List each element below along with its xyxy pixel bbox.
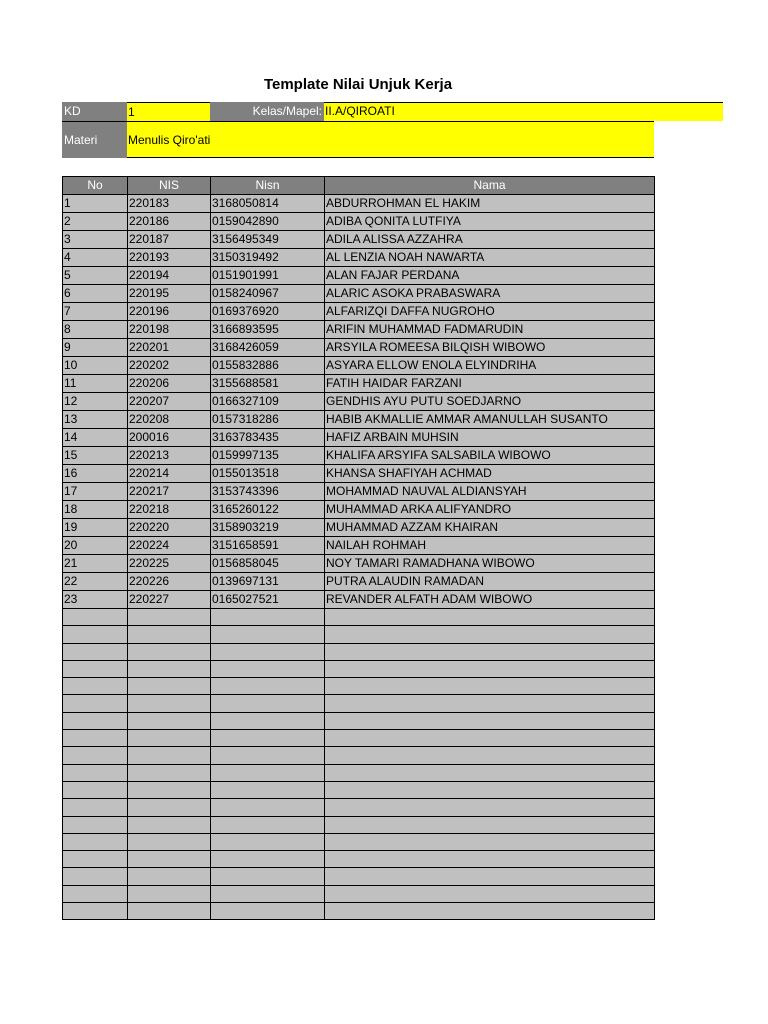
- cell-nis[interactable]: 220207: [128, 393, 211, 411]
- cell-nisn[interactable]: [211, 885, 325, 902]
- table-row: [63, 747, 655, 764]
- cell-nisn[interactable]: 0165027521: [211, 591, 325, 609]
- cell-nis[interactable]: [128, 678, 211, 695]
- cell-no[interactable]: 6: [63, 285, 128, 303]
- cell-nama[interactable]: [325, 643, 655, 660]
- kelas-mapel-value[interactable]: II.A/QIROATI: [324, 102, 723, 121]
- cell-nama[interactable]: [325, 816, 655, 833]
- cell-nama[interactable]: MUHAMMAD AZZAM KHAIRAN: [325, 519, 655, 537]
- cell-nis[interactable]: 220214: [128, 465, 211, 483]
- cell-nisn[interactable]: 3165260122: [211, 501, 325, 519]
- cell-no[interactable]: 8: [63, 321, 128, 339]
- cell-nama[interactable]: [325, 626, 655, 643]
- cell-nis[interactable]: [128, 730, 211, 747]
- cell-nisn[interactable]: 0158240967: [211, 285, 325, 303]
- cell-nisn[interactable]: 3166893595: [211, 321, 325, 339]
- cell-nis[interactable]: 220198: [128, 321, 211, 339]
- table-row: [63, 249, 655, 267]
- cell-nama[interactable]: KHALIFA ARSYIFA SALSABILA WIBOWO: [325, 447, 655, 465]
- cell-nis[interactable]: [128, 799, 211, 816]
- table-row: [63, 764, 655, 781]
- cell-no[interactable]: 21: [63, 555, 128, 573]
- cell-nama[interactable]: AL LENZIA NOAH NAWARTA: [325, 249, 655, 267]
- cell-nama[interactable]: [325, 695, 655, 712]
- table-row: [63, 195, 655, 213]
- table-row: [63, 730, 655, 747]
- column-header-no: No: [63, 177, 128, 195]
- cell-no[interactable]: 13: [63, 411, 128, 429]
- table-row: [63, 591, 655, 609]
- cell-nisn[interactable]: [211, 799, 325, 816]
- cell-no[interactable]: 15: [63, 447, 128, 465]
- cell-no[interactable]: 1: [63, 195, 128, 213]
- cell-nis[interactable]: 220208: [128, 411, 211, 429]
- cell-nis[interactable]: 220226: [128, 573, 211, 591]
- table-row: [63, 267, 655, 285]
- cell-nama[interactable]: ADILA ALISSA AZZAHRA: [325, 231, 655, 249]
- cell-no[interactable]: [63, 695, 128, 712]
- materi-value[interactable]: Menulis Qiro'ati: [127, 121, 654, 158]
- cell-nama[interactable]: [325, 678, 655, 695]
- cell-nisn[interactable]: [211, 695, 325, 712]
- cell-no[interactable]: 12: [63, 393, 128, 411]
- table-row: [63, 411, 655, 429]
- cell-nama[interactable]: [325, 712, 655, 729]
- cell-nama[interactable]: KHANSA SHAFIYAH ACHMAD: [325, 465, 655, 483]
- cell-nis[interactable]: 220206: [128, 375, 211, 393]
- cell-nama[interactable]: ARSYILA ROMEESA BILQISH WIBOWO: [325, 339, 655, 357]
- cell-nama[interactable]: [325, 799, 655, 816]
- cell-no[interactable]: [63, 799, 128, 816]
- cell-no[interactable]: [63, 660, 128, 677]
- cell-nama[interactable]: MOHAMMAD NAUVAL ALDIANSYAH: [325, 483, 655, 501]
- cell-nama[interactable]: ADIBA QONITA LUTFIYA: [325, 213, 655, 231]
- table-row: [63, 868, 655, 885]
- cell-nis[interactable]: 220187: [128, 231, 211, 249]
- cell-nis[interactable]: 220217: [128, 483, 211, 501]
- cell-no[interactable]: 5: [63, 267, 128, 285]
- cell-nis[interactable]: [128, 660, 211, 677]
- table-row: [63, 285, 655, 303]
- cell-no[interactable]: [63, 764, 128, 781]
- cell-nisn[interactable]: [211, 833, 325, 850]
- cell-nis[interactable]: 220227: [128, 591, 211, 609]
- cell-no[interactable]: 20: [63, 537, 128, 555]
- cell-nis[interactable]: 220218: [128, 501, 211, 519]
- cell-no[interactable]: 9: [63, 339, 128, 357]
- cell-nama[interactable]: [325, 730, 655, 747]
- column-header-nis: NIS: [128, 177, 211, 195]
- cell-nisn[interactable]: 3168050814: [211, 195, 325, 213]
- cell-nisn[interactable]: 0155013518: [211, 465, 325, 483]
- cell-no[interactable]: [63, 781, 128, 798]
- table-row: [63, 519, 655, 537]
- cell-no[interactable]: 4: [63, 249, 128, 267]
- cell-nama[interactable]: ARIFIN MUHAMMAD FADMARUDIN: [325, 321, 655, 339]
- cell-no[interactable]: 17: [63, 483, 128, 501]
- cell-nis[interactable]: [128, 816, 211, 833]
- cell-no[interactable]: [63, 903, 128, 920]
- cell-nisn[interactable]: [211, 903, 325, 920]
- cell-nis[interactable]: 220196: [128, 303, 211, 321]
- cell-nama[interactable]: [325, 833, 655, 850]
- cell-nama[interactable]: HAFIZ ARBAIN MUHSIN: [325, 429, 655, 447]
- cell-nama[interactable]: NOY TAMARI RAMADHANA WIBOWO: [325, 555, 655, 573]
- table-row: [63, 537, 655, 555]
- cell-nama[interactable]: ALARIC ASOKA PRABASWARA: [325, 285, 655, 303]
- cell-nama[interactable]: [325, 660, 655, 677]
- cell-nisn[interactable]: 3150319492: [211, 249, 325, 267]
- cell-no[interactable]: 7: [63, 303, 128, 321]
- cell-nis[interactable]: 220183: [128, 195, 211, 213]
- cell-no[interactable]: [63, 885, 128, 902]
- table-row: [63, 321, 655, 339]
- cell-nama[interactable]: [325, 747, 655, 764]
- cell-nama[interactable]: GENDHIS AYU PUTU SOEDJARNO: [325, 393, 655, 411]
- cell-nis[interactable]: 220201: [128, 339, 211, 357]
- cell-nis[interactable]: [128, 626, 211, 643]
- cell-nisn[interactable]: 3158903219: [211, 519, 325, 537]
- cell-nisn[interactable]: 3155688581: [211, 375, 325, 393]
- cell-no[interactable]: [63, 609, 128, 626]
- cell-no[interactable]: [63, 747, 128, 764]
- cell-nama[interactable]: HABIB AKMALLIE AMMAR AMANULLAH SUSANTO: [325, 411, 655, 429]
- cell-nama[interactable]: [325, 781, 655, 798]
- cell-nisn[interactable]: [211, 868, 325, 885]
- cell-no[interactable]: [63, 816, 128, 833]
- cell-no[interactable]: [63, 643, 128, 660]
- cell-nis[interactable]: 220202: [128, 357, 211, 375]
- table-row: [63, 678, 655, 695]
- cell-nisn[interactable]: [211, 730, 325, 747]
- cell-nisn[interactable]: [211, 609, 325, 626]
- cell-nisn[interactable]: 0166327109: [211, 393, 325, 411]
- table-row: [63, 555, 655, 573]
- student-table: [62, 176, 655, 920]
- cell-nama[interactable]: [325, 903, 655, 920]
- cell-nis[interactable]: [128, 747, 211, 764]
- table-row: [63, 429, 655, 447]
- cell-nisn[interactable]: [211, 678, 325, 695]
- cell-nisn[interactable]: [211, 626, 325, 643]
- table-row: [63, 573, 655, 591]
- cell-no[interactable]: 19: [63, 519, 128, 537]
- cell-no[interactable]: 22: [63, 573, 128, 591]
- cell-nama[interactable]: FATIH HAIDAR FARZANI: [325, 375, 655, 393]
- table-row: [63, 483, 655, 501]
- table-row: [63, 903, 655, 920]
- cell-nama[interactable]: MUHAMMAD ARKA ALIFYANDRO: [325, 501, 655, 519]
- cell-nisn[interactable]: [211, 712, 325, 729]
- cell-nama[interactable]: REVANDER ALFATH ADAM WIBOWO: [325, 591, 655, 609]
- cell-nama[interactable]: PUTRA ALAUDIN RAMADAN: [325, 573, 655, 591]
- cell-no[interactable]: 10: [63, 357, 128, 375]
- table-header-row: [63, 177, 655, 195]
- cell-nis[interactable]: [128, 781, 211, 798]
- cell-no[interactable]: 3: [63, 231, 128, 249]
- table-row: [63, 885, 655, 902]
- cell-no[interactable]: 16: [63, 465, 128, 483]
- cell-no[interactable]: [63, 678, 128, 695]
- cell-nisn[interactable]: 0157318286: [211, 411, 325, 429]
- kd-label: KD: [62, 102, 127, 121]
- table-row: [63, 781, 655, 798]
- cell-no[interactable]: 23: [63, 591, 128, 609]
- cell-nama[interactable]: [325, 868, 655, 885]
- cell-nis[interactable]: 220224: [128, 537, 211, 555]
- cell-nis[interactable]: [128, 868, 211, 885]
- cell-nisn[interactable]: 0169376920: [211, 303, 325, 321]
- table-row: [63, 799, 655, 816]
- materi-label: Materi: [62, 121, 127, 158]
- header-block: [62, 102, 723, 158]
- table-row: [63, 816, 655, 833]
- cell-nisn[interactable]: [211, 660, 325, 677]
- cell-nama[interactable]: [325, 764, 655, 781]
- cell-no[interactable]: [63, 730, 128, 747]
- table-row: [63, 465, 655, 483]
- cell-nis[interactable]: 220213: [128, 447, 211, 465]
- cell-nisn[interactable]: [211, 851, 325, 868]
- cell-nis[interactable]: [128, 712, 211, 729]
- cell-no[interactable]: [63, 626, 128, 643]
- cell-nisn[interactable]: 0139697131: [211, 573, 325, 591]
- cell-nisn[interactable]: 0151901991: [211, 267, 325, 285]
- cell-nis[interactable]: 200016: [128, 429, 211, 447]
- cell-nama[interactable]: [325, 851, 655, 868]
- cell-no[interactable]: 14: [63, 429, 128, 447]
- cell-no[interactable]: 18: [63, 501, 128, 519]
- table-row: [63, 851, 655, 868]
- table-row: [63, 357, 655, 375]
- table-row: [63, 375, 655, 393]
- cell-nisn[interactable]: 0159042890: [211, 213, 325, 231]
- cell-nisn[interactable]: [211, 764, 325, 781]
- cell-nisn[interactable]: 3168426059: [211, 339, 325, 357]
- table-row: [63, 393, 655, 411]
- cell-nisn[interactable]: 0159997135: [211, 447, 325, 465]
- cell-nis[interactable]: [128, 833, 211, 850]
- table-row: [63, 833, 655, 850]
- cell-nis[interactable]: 220220: [128, 519, 211, 537]
- cell-no[interactable]: 11: [63, 375, 128, 393]
- cell-nis[interactable]: [128, 903, 211, 920]
- cell-nis[interactable]: [128, 885, 211, 902]
- cell-nis[interactable]: [128, 609, 211, 626]
- cell-nis[interactable]: [128, 764, 211, 781]
- table-row: [63, 501, 655, 519]
- cell-no[interactable]: [63, 868, 128, 885]
- cell-nisn[interactable]: 0156858045: [211, 555, 325, 573]
- cell-no[interactable]: 2: [63, 213, 128, 231]
- column-header-nama: Nama: [325, 177, 655, 195]
- cell-nis[interactable]: [128, 643, 211, 660]
- cell-nis[interactable]: 220195: [128, 285, 211, 303]
- cell-nis[interactable]: 220193: [128, 249, 211, 267]
- cell-nisn[interactable]: [211, 643, 325, 660]
- cell-nama[interactable]: [325, 885, 655, 902]
- cell-nisn[interactable]: [211, 781, 325, 798]
- table-row: [63, 339, 655, 357]
- page-title: Template Nilai Unjuk Kerja: [263, 76, 453, 93]
- cell-no[interactable]: [63, 833, 128, 850]
- cell-nis[interactable]: 220225: [128, 555, 211, 573]
- cell-no[interactable]: [63, 712, 128, 729]
- table-row: [63, 643, 655, 660]
- kelas-mapel-label: Kelas/Mapel:: [210, 102, 324, 121]
- table-row: [63, 626, 655, 643]
- cell-nis[interactable]: 220194: [128, 267, 211, 285]
- cell-nis[interactable]: [128, 851, 211, 868]
- cell-nisn[interactable]: 3151658591: [211, 537, 325, 555]
- table-row: [63, 303, 655, 321]
- kd-value[interactable]: 1: [127, 102, 210, 121]
- table-row: [63, 660, 655, 677]
- cell-nisn[interactable]: [211, 816, 325, 833]
- table-row: [63, 695, 655, 712]
- table-row: [63, 609, 655, 626]
- table-row: [63, 231, 655, 249]
- cell-nama[interactable]: ABDURROHMAN EL HAKIM: [325, 195, 655, 213]
- table-row: [63, 447, 655, 465]
- cell-nisn[interactable]: 3153743396: [211, 483, 325, 501]
- cell-nama[interactable]: ALFARIZQI DAFFA NUGROHO: [325, 303, 655, 321]
- table-row: [63, 213, 655, 231]
- cell-nama[interactable]: ASYARA ELLOW ENOLA ELYINDRIHA: [325, 357, 655, 375]
- column-header-nisn: Nisn: [211, 177, 325, 195]
- table-row: [63, 712, 655, 729]
- cell-nisn[interactable]: 0155832886: [211, 357, 325, 375]
- cell-nama[interactable]: [325, 609, 655, 626]
- cell-nama[interactable]: NAILAH ROHMAH: [325, 537, 655, 555]
- cell-nis[interactable]: [128, 695, 211, 712]
- cell-nisn[interactable]: 3156495349: [211, 231, 325, 249]
- cell-nisn[interactable]: [211, 747, 325, 764]
- cell-nama[interactable]: ALAN FAJAR PERDANA: [325, 267, 655, 285]
- cell-no[interactable]: [63, 851, 128, 868]
- cell-nis[interactable]: 220186: [128, 213, 211, 231]
- cell-nisn[interactable]: 3163783435: [211, 429, 325, 447]
